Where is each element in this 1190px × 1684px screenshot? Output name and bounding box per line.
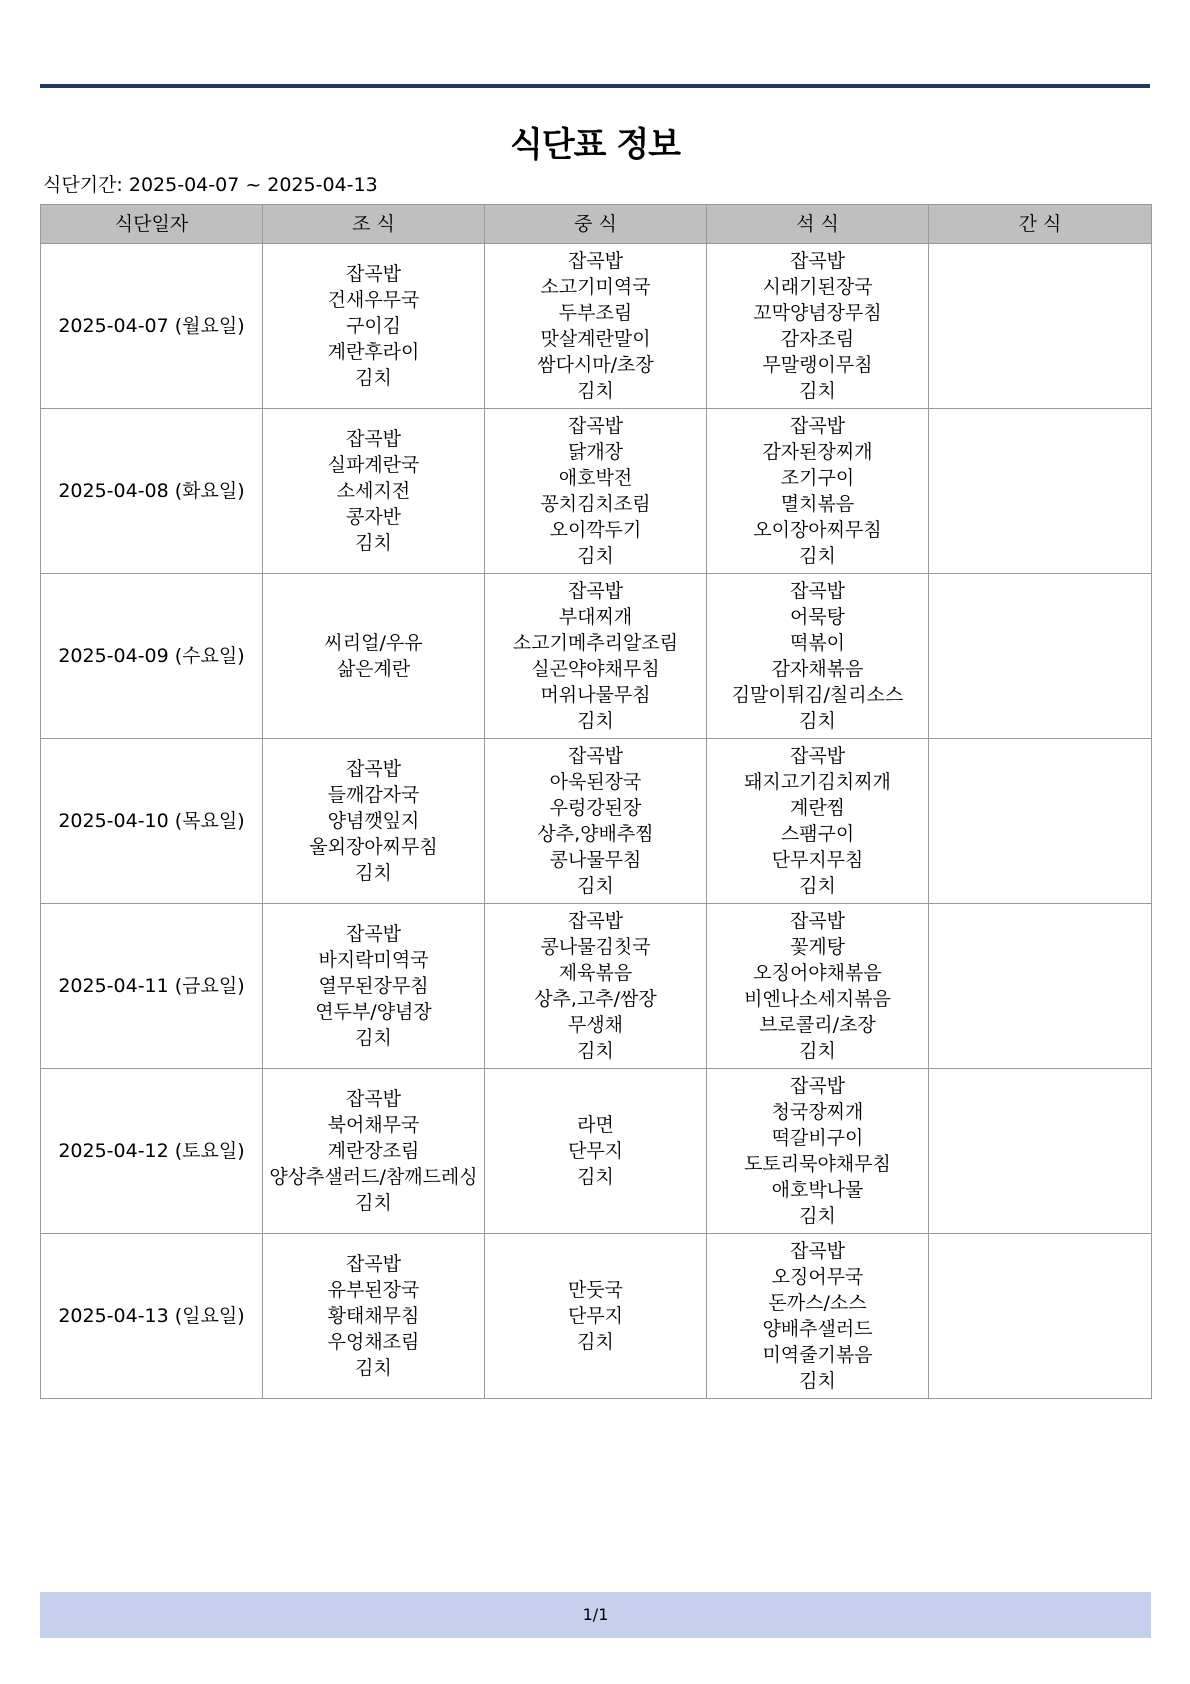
menu-item: 잡곡밥 — [567, 910, 624, 932]
table-row — [41, 574, 1152, 739]
dinner-cell — [707, 904, 929, 1069]
menu-item: 스팸구이 — [780, 823, 855, 845]
menu-item: 꽁치김치조림 — [540, 493, 651, 515]
lunch-cell — [485, 739, 707, 904]
menu-item: 유부된장국 — [327, 1279, 420, 1301]
menu-item: 김치 — [577, 875, 614, 897]
lunch-cell — [485, 904, 707, 1069]
menu-item: 잡곡밥 — [345, 758, 402, 780]
breakfast-cell — [263, 244, 485, 409]
menu-item: 상추,양배추찜 — [537, 823, 654, 845]
top-rule — [40, 84, 1150, 88]
menu-item: 소고기미역국 — [540, 276, 651, 298]
menu-item: 시래기된장국 — [762, 276, 873, 298]
snack-cell — [929, 1069, 1152, 1234]
menu-item: 김치 — [577, 1331, 614, 1353]
breakfast-cell — [263, 574, 485, 739]
menu-item: 김치 — [577, 380, 614, 402]
menu-item: 잡곡밥 — [789, 250, 846, 272]
menu-item: 쌈다시마/초장 — [537, 354, 654, 376]
snack-cell — [929, 1234, 1152, 1399]
menu-item: 실곤약야채무침 — [531, 658, 660, 680]
breakfast-cell — [263, 409, 485, 574]
menu-item: 두부조림 — [558, 302, 633, 324]
menu-item: 오징어무국 — [771, 1266, 864, 1288]
header-snack: 간 식 — [929, 205, 1152, 244]
menu-item: 잡곡밥 — [567, 580, 624, 602]
menu-item: 김치 — [799, 380, 836, 402]
menu-item: 콩나물김칫국 — [540, 936, 651, 958]
page-title: 식단표 정보 — [509, 125, 681, 165]
menu-item: 콩자반 — [345, 506, 402, 528]
breakfast-cell — [263, 1069, 485, 1234]
menu-item: 떡볶이 — [789, 632, 846, 654]
lunch-cell — [485, 244, 707, 409]
menu-item: 김말이튀김/칠리소스 — [731, 684, 904, 706]
header-breakfast: 조 식 — [263, 205, 485, 244]
menu-item: 잡곡밥 — [789, 910, 846, 932]
menu-item: 닭개장 — [567, 441, 624, 463]
menu-item: 단무지 — [567, 1305, 624, 1327]
menu-item: 돼지고기김치찌개 — [744, 771, 891, 793]
menu-item: 잡곡밥 — [789, 1240, 846, 1262]
menu-item: 김치 — [577, 545, 614, 567]
date-cell: 2025-04-08 (화요일) — [41, 409, 263, 574]
menu-item: 제육볶음 — [558, 962, 633, 984]
menu-item: 구이김 — [345, 315, 402, 337]
menu-item: 삶은계란 — [336, 658, 411, 680]
date-cell: 2025-04-09 (수요일) — [41, 574, 263, 739]
menu-item: 감자채볶음 — [771, 658, 864, 680]
lunch-cell — [485, 1234, 707, 1399]
header-date: 식단일자 — [41, 205, 263, 244]
menu-item: 들깨감자국 — [327, 784, 420, 806]
menu-item: 도토리묵야채무침 — [744, 1153, 891, 1175]
menu-item: 김치 — [355, 367, 392, 389]
dinner-cell — [707, 409, 929, 574]
menu-table-body — [41, 244, 1152, 1399]
menu-item: 계란후라이 — [327, 341, 420, 363]
menu-item: 청국장찌개 — [771, 1101, 864, 1123]
menu-item: 연두부/양념장 — [315, 1001, 432, 1023]
menu-item: 무말랭이무침 — [762, 354, 873, 376]
menu-item: 오징어야채볶음 — [753, 962, 882, 984]
header-row — [41, 205, 1152, 244]
menu-item: 열무된장무침 — [318, 975, 429, 997]
menu-item: 김치 — [577, 1166, 614, 1188]
menu-item: 멸치볶음 — [780, 493, 855, 515]
menu-item: 만둣국 — [567, 1279, 624, 1301]
date-cell: 2025-04-11 (금요일) — [41, 904, 263, 1069]
menu-item: 양상추샐러드/참깨드레싱 — [269, 1166, 478, 1188]
menu-item: 김치 — [355, 1027, 392, 1049]
table-row — [41, 739, 1152, 904]
menu-item: 부대찌개 — [558, 606, 633, 628]
menu-item: 미역줄기볶음 — [762, 1344, 873, 1366]
snack-cell — [929, 244, 1152, 409]
menu-item: 잡곡밥 — [789, 1075, 846, 1097]
menu-item: 잡곡밥 — [345, 1253, 402, 1275]
menu-item: 잡곡밥 — [345, 428, 402, 450]
menu-item: 돈까스/소스 — [768, 1292, 867, 1314]
dinner-cell — [707, 574, 929, 739]
snack-cell — [929, 409, 1152, 574]
menu-item: 씨리얼/우유 — [324, 632, 423, 654]
menu-item: 맛살계란말이 — [540, 328, 651, 350]
menu-item: 라면 — [577, 1114, 614, 1136]
footer-bar — [40, 1592, 1151, 1638]
menu-item: 울외장아찌무침 — [309, 836, 438, 858]
menu-item: 건새우무국 — [327, 289, 420, 311]
menu-item: 감자조림 — [780, 328, 855, 350]
menu-table — [40, 204, 1152, 1399]
menu-item: 계란찜 — [789, 797, 846, 819]
menu-item: 오이장아찌무침 — [753, 519, 882, 541]
menu-item: 애호박나물 — [771, 1179, 864, 1201]
menu-item: 잡곡밥 — [345, 1088, 402, 1110]
lunch-cell — [485, 1069, 707, 1234]
table-row — [41, 409, 1152, 574]
menu-item: 우엉채조림 — [327, 1331, 420, 1353]
dinner-cell — [707, 1069, 929, 1234]
menu-table-header — [41, 205, 1152, 244]
menu-item: 김치 — [799, 545, 836, 567]
date-cell: 2025-04-07 (월요일) — [41, 244, 263, 409]
menu-item: 잡곡밥 — [345, 263, 402, 285]
lunch-cell — [485, 574, 707, 739]
menu-item: 양념깻잎지 — [327, 810, 420, 832]
menu-item: 김치 — [355, 862, 392, 884]
menu-item: 김치 — [355, 1192, 392, 1214]
menu-item: 소세지전 — [336, 480, 411, 502]
menu-item: 꼬막양념장무침 — [753, 302, 882, 324]
date-cell: 2025-04-13 (일요일) — [41, 1234, 263, 1399]
menu-item: 김치 — [799, 1040, 836, 1062]
menu-item: 바지락미역국 — [318, 949, 429, 971]
menu-item: 잡곡밥 — [567, 745, 624, 767]
menu-item: 김치 — [577, 710, 614, 732]
menu-item: 잡곡밥 — [789, 415, 846, 437]
menu-item: 애호박전 — [558, 467, 633, 489]
date-cell: 2025-04-10 (목요일) — [41, 739, 263, 904]
menu-item: 김치 — [799, 1370, 836, 1392]
table-row — [41, 904, 1152, 1069]
menu-item: 계란장조림 — [327, 1140, 420, 1162]
snack-cell — [929, 904, 1152, 1069]
menu-item: 북어채무국 — [327, 1114, 420, 1136]
dinner-cell — [707, 244, 929, 409]
menu-item: 콩나물무침 — [549, 849, 642, 871]
menu-item: 실파계란국 — [327, 454, 420, 476]
menu-item: 잡곡밥 — [567, 250, 624, 272]
menu-item: 김치 — [799, 710, 836, 732]
menu-item: 무생채 — [567, 1014, 624, 1036]
menu-item: 김치 — [577, 1040, 614, 1062]
menu-item: 오이깍두기 — [549, 519, 642, 541]
breakfast-cell — [263, 739, 485, 904]
header-dinner: 석 식 — [707, 205, 929, 244]
table-row — [41, 244, 1152, 409]
menu-item: 어묵탕 — [789, 606, 846, 628]
breakfast-cell — [263, 904, 485, 1069]
menu-item: 우렁강된장 — [549, 797, 642, 819]
menu-item: 꽃게탕 — [789, 936, 846, 958]
menu-item: 브로콜리/초장 — [759, 1014, 876, 1036]
snack-cell — [929, 739, 1152, 904]
menu-item: 양배추샐러드 — [762, 1318, 873, 1340]
menu-item: 황태채무침 — [327, 1305, 420, 1327]
menu-item: 감자된장찌개 — [762, 441, 873, 463]
table-row — [41, 1234, 1152, 1399]
table-row — [41, 1069, 1152, 1234]
header-lunch: 중 식 — [485, 205, 707, 244]
menu-item: 비엔나소세지볶음 — [744, 988, 891, 1010]
menu-item: 김치 — [799, 1205, 836, 1227]
menu-item: 상추,고추/쌈장 — [534, 988, 657, 1010]
menu-item: 잡곡밥 — [345, 923, 402, 945]
dinner-cell — [707, 1234, 929, 1399]
menu-item: 김치 — [355, 532, 392, 554]
menu-period: 식단기간: 2025-04-07 ~ 2025-04-13 — [43, 174, 378, 196]
menu-item: 김치 — [799, 875, 836, 897]
dinner-cell — [707, 739, 929, 904]
menu-item: 단무지 — [567, 1140, 624, 1162]
menu-item: 김치 — [355, 1357, 392, 1379]
menu-item: 소고기메추리알조림 — [512, 632, 679, 654]
breakfast-cell — [263, 1234, 485, 1399]
lunch-cell — [485, 409, 707, 574]
menu-item: 조기구이 — [780, 467, 855, 489]
menu-item: 잡곡밥 — [789, 745, 846, 767]
menu-item: 머위나물무침 — [540, 684, 651, 706]
menu-item: 단무지무침 — [771, 849, 864, 871]
date-cell: 2025-04-12 (토요일) — [41, 1069, 263, 1234]
page-number: 1/1 — [582, 1605, 609, 1624]
menu-item: 아욱된장국 — [549, 771, 642, 793]
menu-item: 떡갈비구이 — [771, 1127, 864, 1149]
snack-cell — [929, 574, 1152, 739]
menu-item: 잡곡밥 — [567, 415, 624, 437]
menu-item: 잡곡밥 — [789, 580, 846, 602]
